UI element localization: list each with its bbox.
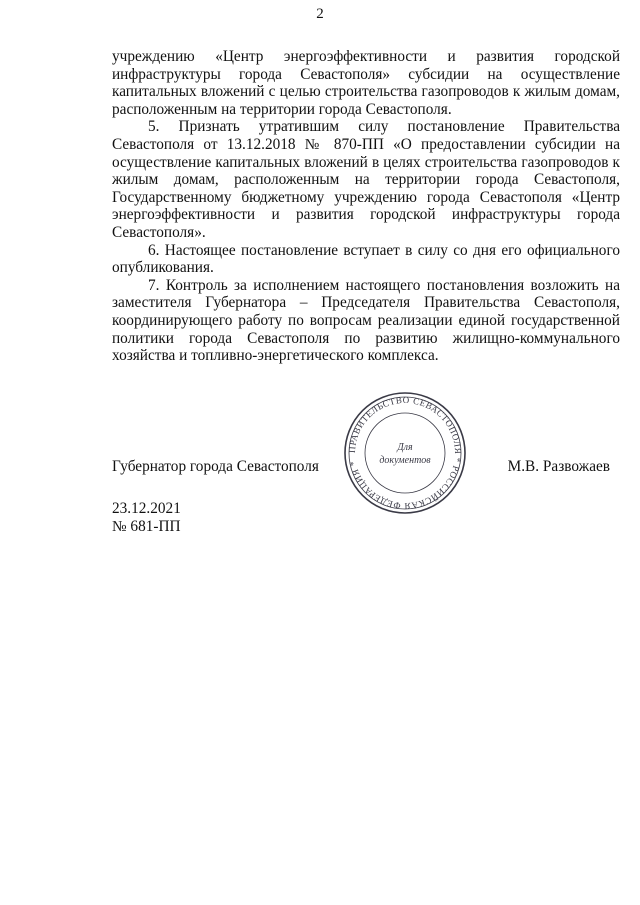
document-date-block — [112, 500, 181, 536]
signer-name: М.В. Развожаев — [507, 458, 610, 475]
paragraph-continuation: учреждению «Центр энергоэффективности и развития городской инфраструктуры города Севастополя» субсидии на осуществление капитальных вложений с целью строительства газопроводов к жилым домам, расположенным на территории города Севастополя. — [112, 48, 620, 118]
document-date: 23.12.2021 — [112, 500, 181, 517]
official-seal-icon — [342, 390, 468, 516]
seal-center-line-2: документов — [379, 455, 431, 466]
paragraph-7: 7. Контроль за исполнением настоящего постановления возложить на заместителя Губернатора – Председателя Правительства Севастополя, координирующего работу по вопросам реализации единой государственной политики города Севастополя по развитию жилищно-коммунального хозяйства и топливно-энергетического комплекса. — [112, 276, 620, 365]
paragraph-6: 6. Настоящее постановление вступает в силу со дня его официального опубликования. — [112, 241, 620, 277]
document-number: № 681-ПП — [112, 518, 181, 535]
page-number: 2 — [316, 6, 324, 22]
seal-outer-text: ПРАВИТЕЛЬСТВО СЕВАСТОПОЛЯ * РОССИЙСКАЯ ФЕДЕРАЦИЯ * — [346, 394, 464, 512]
paragraph-5: 5. Признать утратившим силу постановление Правительства Севастополя от 13.12.2018 № 870-ПП «О предоставлении субсидии на осуществление капитальных вложений в целях строительства газопроводов к жилым домам, расположенным на территории города Севастополя, Государственному бюджетному учреждению города Севастополя «Центр энергоэффективности и развития городской инфраструктуры города Севастополя». — [112, 118, 620, 241]
seal-center-line-1: Для — [397, 442, 413, 453]
document-body — [112, 48, 620, 365]
signer-title: Губернатор города Севастополя — [112, 458, 319, 475]
